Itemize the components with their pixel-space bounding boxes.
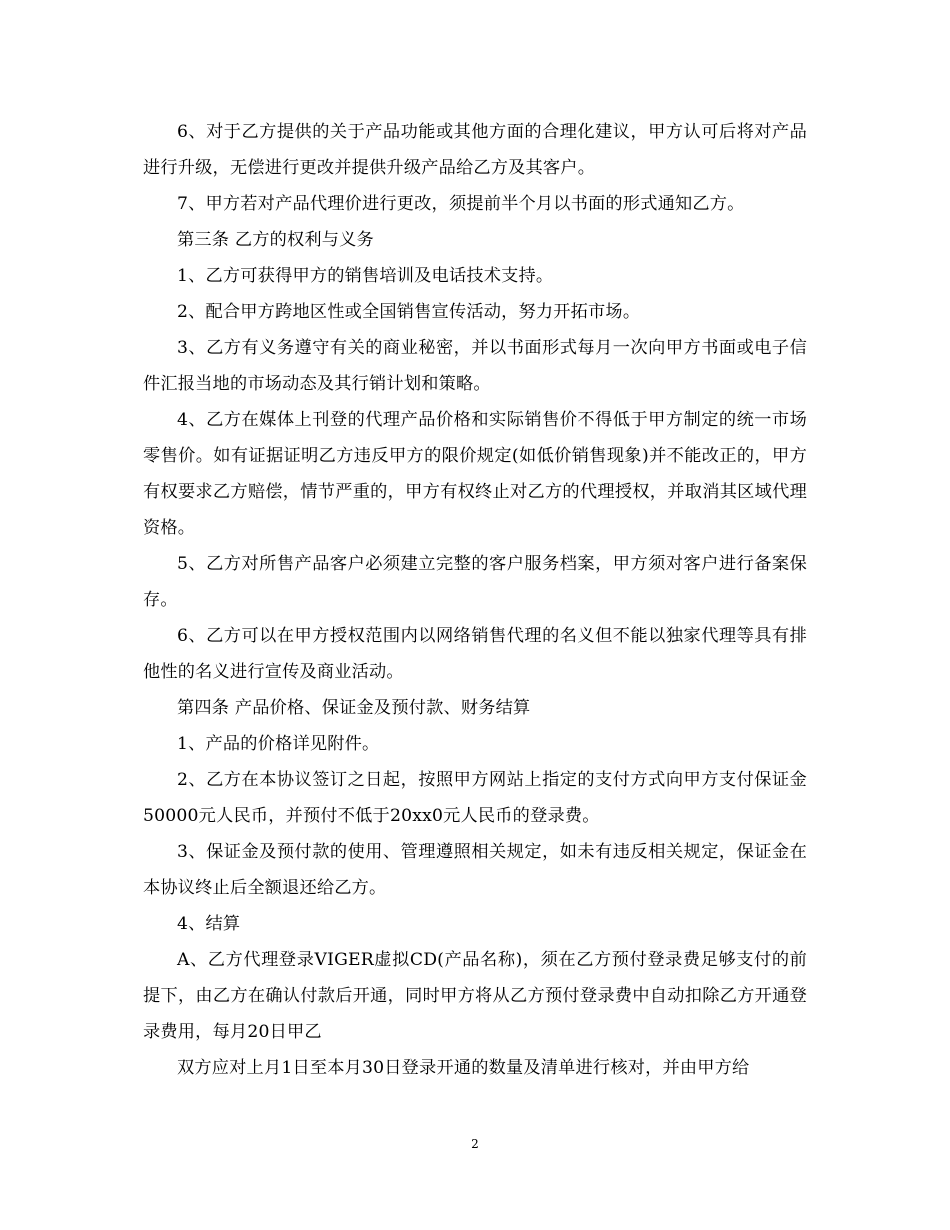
paragraph-clause-3-item-2: 2、配合甲方跨地区性或全国销售宣传活动，努力开拓市场。 bbox=[177, 302, 641, 322]
paragraph-clause-4-item-4a-continued: 双方应对上月1日至本月30日登录开通的数量及清单进行核对，并由甲方给 bbox=[177, 1058, 750, 1078]
paragraph-clause-3-item-3: 3、乙方有义务遵守有关的商业秘密，并以书面形式每月一次向甲方书面或电子信件汇报当地的市场动态及其行销计划和策略。 bbox=[143, 338, 807, 394]
paragraph-clause-2-item-6: 6、对于乙方提供的关于产品功能或其他方面的合理化建议，甲方认可后将对产品进行升级，无偿进行更改并提供升级产品给乙方及其客户。 bbox=[143, 122, 807, 178]
paragraph-clause-3-item-6: 6、乙方可以在甲方授权范围内以网络销售代理的名义但不能以独家代理等具有排他性的名义进行宣传及商业活动。 bbox=[143, 626, 807, 682]
paragraph-clause-3-item-1: 1、乙方可获得甲方的销售培训及电话技术支持。 bbox=[177, 266, 554, 286]
paragraph-clause-4-item-1: 1、产品的价格详见附件。 bbox=[177, 734, 380, 754]
paragraph-clause-2-item-7: 7、甲方若对产品代理价进行更改，须提前半个月以书面的形式通知乙方。 bbox=[177, 194, 745, 214]
paragraph-clause-4-item-3: 3、保证金及预付款的使用、管理遵照相关规定，如未有违反相关规定，保证金在本协议终止后全额退还给乙方。 bbox=[143, 842, 807, 898]
section-heading-article-4: 第四条 产品价格、保证金及预付款、财务结算 bbox=[177, 698, 531, 718]
paragraph-clause-3-item-4: 4、乙方在媒体上刊登的代理产品价格和实际销售价不得低于甲方制定的统一市场零售价。如有证据证明乙方违反甲方的限价规定(如低价销售现象)并不能改正的，甲方有权要求乙方赔偿，情节严重的，甲方有权终止对乙方的代理授权，并取消其区域代理资格。 bbox=[143, 410, 807, 538]
paragraph-clause-4-item-2: 2、乙方在本协议签订之日起，按照甲方网站上指定的支付方式向甲方支付保证金50000元人民币，并预付不低于20xx0元人民币的登录费。 bbox=[143, 770, 807, 826]
document-body bbox=[143, 114, 807, 1086]
page-number: 2 bbox=[471, 1137, 479, 1151]
paragraph-clause-4-item-4a: A、乙方代理登录VIGER虚拟CD(产品名称)，须在乙方预付登录费足够支付的前提下，由乙方在确认付款后开通，同时甲方将从乙方预付登录费中自动扣除乙方开通登录费用，每月20日甲乙 bbox=[143, 950, 807, 1042]
section-heading-article-3: 第三条 乙方的权利与义务 bbox=[177, 230, 374, 250]
paragraph-clause-4-item-4: 4、结算 bbox=[177, 914, 241, 934]
paragraph-clause-3-item-5: 5、乙方对所售产品客户必须建立完整的客户服务档案，甲方须对客户进行备案保存。 bbox=[143, 554, 807, 610]
